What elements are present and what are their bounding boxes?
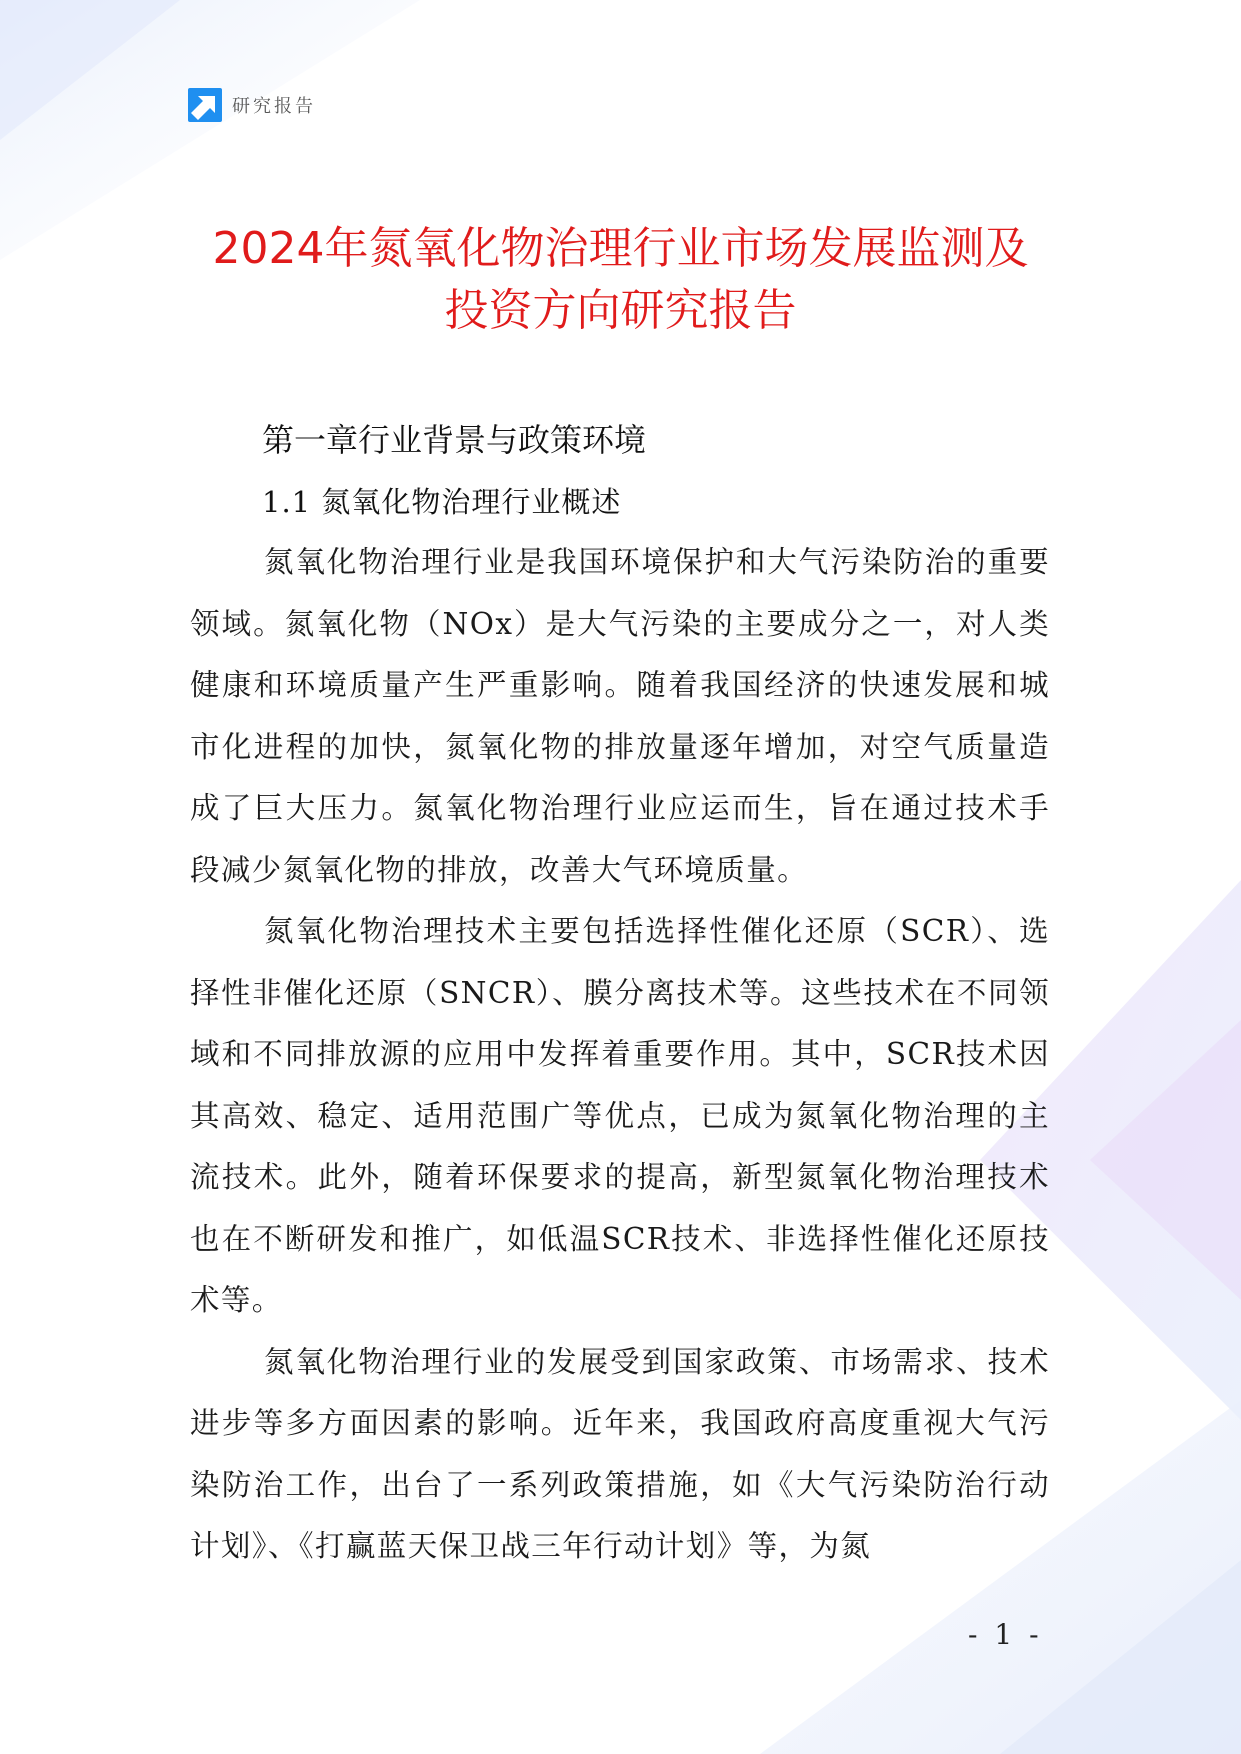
- report-title: [120, 218, 1121, 342]
- arrow-up-right-icon: [188, 88, 222, 122]
- header-label: 研究报告: [232, 96, 316, 117]
- body-text: [190, 532, 1050, 1578]
- paragraph-3: 氮氧化物治理行业的发展受到国家政策、市场需求、技术进步等多方面因素的影响。近年来，我国政府高度重视大气污染防治工作，出台了一系列政策措施，如《大气污染防治行动计划》、《打赢蓝天保卫战三年行动计划》等，为氮: [190, 1344, 1050, 1563]
- paragraph-2: 氮氧化物治理技术主要包括选择性催化还原（SCR）、选择性非催化还原（SNCR）、膜分离技术等。这些技术在不同领域和不同排放源的应用中发挥着重要作用。其中，SCR技术因其高效、稳定、适用范围广等优点，已成为氮氧化物治理的主流技术。此外，随着环保要求的提高，新型氮氧化物治理技术也在不断研发和推广，如低温SCR技术、非选择性催化还原技术等。: [190, 914, 1050, 1317]
- report-title-line1: 2024年氮氧化物治理行业市场发展监测及: [212, 223, 1029, 274]
- page-number: - 1 -: [968, 1618, 1043, 1651]
- section-heading: 1.1 氮氧化物治理行业概述: [262, 485, 622, 519]
- report-title-line2: 投资方向研究报告: [444, 285, 797, 336]
- paragraph-1: 氮氧化物治理行业是我国环境保护和大气污染防治的重要领域。氮氧化物（NOx）是大气污染的主要成分之一，对人类健康和环境质量产生严重影响。随着我国经济的快速发展和城市化进程的加快，氮氧化物的排放量逐年增加，对空气质量造成了巨大压力。氮氧化物治理行业应运而生，旨在通过技术手段减少氮氧化物的排放，改善大气环境质量。: [190, 545, 1050, 887]
- chapter-heading: 第一章行业背景与政策环境: [262, 421, 647, 459]
